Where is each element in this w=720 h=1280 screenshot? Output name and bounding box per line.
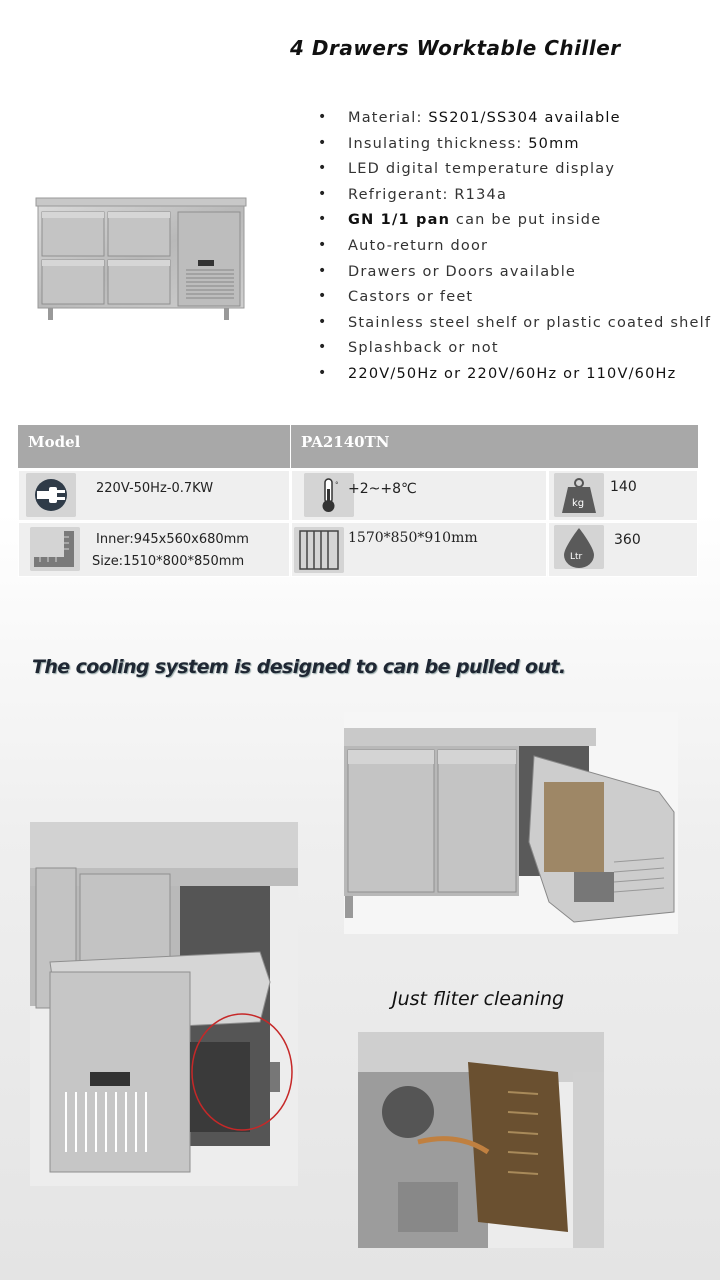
droplet-icon xyxy=(554,525,604,569)
ruler-icon xyxy=(30,527,80,571)
volume-value: 360 xyxy=(614,532,641,548)
product-image xyxy=(30,190,250,325)
dimension-value: 1570*850*910mm xyxy=(348,530,478,546)
filter-closeup-photo xyxy=(358,1032,604,1248)
cleaning-caption: Just fliter cleaning xyxy=(392,988,565,1010)
list-item: • Insulating thickness: 50mm xyxy=(318,136,711,162)
list-item: • Castors or feet xyxy=(318,289,711,315)
temperature-value: +2~+8℃ xyxy=(348,481,417,497)
drawer-cooling-photo xyxy=(30,822,298,1186)
shelf-grid-icon xyxy=(294,527,344,573)
thermometer-icon xyxy=(304,473,354,517)
plug-icon xyxy=(26,473,76,517)
power-value: 220V-50Hz-0.7KW xyxy=(96,481,214,496)
list-item: • 220V/50Hz or 220V/60Hz or 110V/60Hz xyxy=(318,366,711,392)
list-item: • GN 1/1 pan can be put inside xyxy=(318,212,711,238)
weight-icon xyxy=(554,473,604,517)
cooling-heading: The cooling system is designed to can be pulled out. xyxy=(32,656,566,678)
list-item: • LED digital temperature display xyxy=(318,161,711,187)
list-item: • Refrigerant: R134a xyxy=(318,187,711,213)
svg-text:kg: kg xyxy=(572,498,585,509)
list-item: • Drawers or Doors available xyxy=(318,264,711,290)
spec-table xyxy=(18,425,698,577)
weight-value: 140 xyxy=(610,479,637,495)
svg-text:Ltr: Ltr xyxy=(570,552,583,562)
list-item: • Material: SS201/SS304 available xyxy=(318,110,711,136)
list-item: • Splashback or not xyxy=(318,340,711,366)
list-item: • Auto-return door xyxy=(318,238,711,264)
pulled-out-unit-photo xyxy=(344,712,678,934)
table-header-model: Model xyxy=(18,425,290,468)
inner-dimension-value: Inner:945x560x680mm xyxy=(96,532,249,547)
feature-list xyxy=(318,110,711,392)
list-item: • Stainless steel shelf or plastic coated shelf xyxy=(318,315,711,341)
table-header-model-number: PA2140TN xyxy=(291,425,698,468)
size-value: Size:1510*800*850mm xyxy=(92,554,245,569)
page-title: 4 Drawers Worktable Chiller xyxy=(290,36,621,60)
svg-text:°: ° xyxy=(335,481,339,489)
